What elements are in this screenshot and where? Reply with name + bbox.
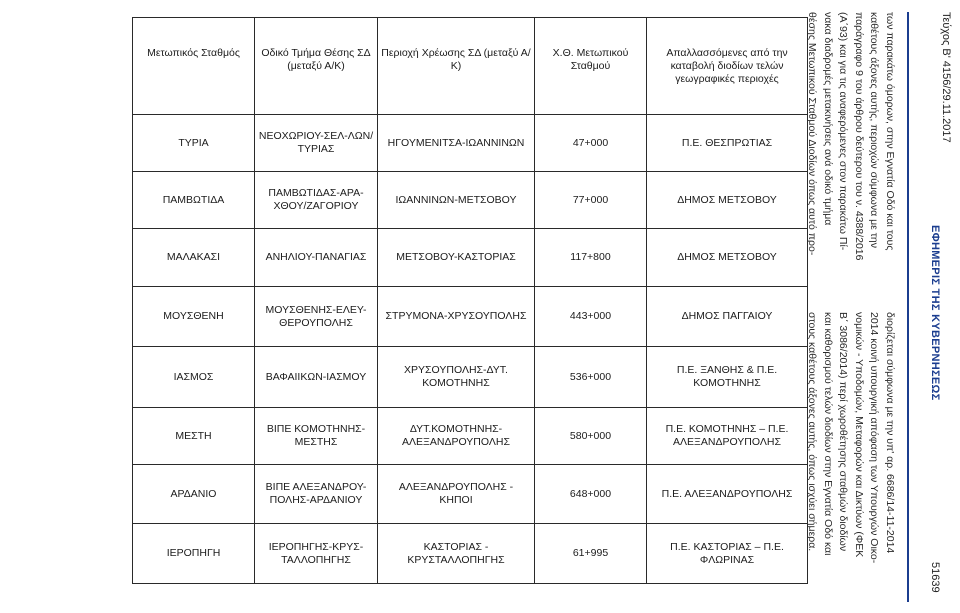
table-row [133, 524, 808, 584]
table-row [133, 229, 808, 287]
body-line: 2014 κοινή υπουργική απόφαση των Υπουργών Οικο- [868, 312, 881, 564]
road-section-cell: ΙΕΡΟΠΗΓΗΣ-ΚΡΥΣ-ΤΑΛΛΟΠΗΓΗΣ [255, 524, 378, 584]
chainage-cell: 580+000 [535, 408, 647, 465]
exempt-area-cell: Π.Ε. ΑΛΕΞΑΝΔΡΟΥΠΟΛΗΣ [647, 465, 808, 524]
charge-area-cell: ΜΕΤΣΟΒΟΥ-ΚΑΣΤΟΡΙΑΣ [378, 229, 535, 287]
issue-label: Τεύχος Β' 4156/29.11.2017 [940, 12, 952, 143]
station-cell: ΤΥΡΙΑ [133, 115, 255, 172]
exempt-area-cell: ΔΗΜΟΣ ΜΕΤΣΟΒΟΥ [647, 229, 808, 287]
road-section-cell: ΝΕΟΧΩΡΙΟΥ-ΣΕΛ-ΛΩΝ/ΤΥΡΙΑΣ [255, 115, 378, 172]
body-line: θέσης Μετωπικού Σταθμού Διοδίων όπως αυτό προ- [806, 12, 819, 256]
header-chainage: Χ.Θ. Μετωπικού Σταθμού [535, 18, 647, 115]
road-section-cell: ΒΙΠΕ ΚΟΜΟΤΗΝΗΣ-ΜΕΣΤΗΣ [255, 408, 378, 465]
road-section-cell: ΜΟΥΣΘΕΝΗΣ-ΕΛΕΥ-ΘΕΡΟΥΠΟΛΗΣ [255, 287, 378, 347]
exempt-area-cell: Π.Ε. ΞΑΝΘΗΣ & Π.Ε. ΚΟΜΟΤΗΝΗΣ [647, 347, 808, 408]
body-line: παράγραφο 9 του άρθρου δεύτερου του ν. 4388/2016 [853, 12, 865, 261]
body-line: των παρακάτω όμορων, στην Εγνατία Οδό και τους [884, 12, 896, 251]
road-section-cell: ΒΙΠΕ ΑΛΕΞΑΝΔΡΟΥ-ΠΟΛΗΣ-ΑΡΔΑΝΙΟΥ [255, 465, 378, 524]
body-line: νακα διαδρομές μετακινήσεις ανά οδικό τμήμα [822, 12, 834, 226]
station-cell: ΜΕΣΤΗ [133, 408, 255, 465]
charge-area-cell: ΙΩΑΝΝΙΝΩΝ-ΜΕΤΣΟΒΟΥ [378, 172, 535, 229]
header-station: Μετωπικός Σταθμός [133, 18, 255, 115]
chainage-cell: 47+000 [535, 115, 647, 172]
body-line: στους καθέτους άξονες αυτής, όπως ισχύει σήμερα. [806, 312, 819, 552]
journal-title: ΕΦΗΜΕΡΙΣ ΤΗΣ ΚΥΒΕΡΝΗΣΕΩΣ [929, 225, 941, 401]
body-line: και καθορισμού τελών διοδίων στην Εγνατία Οδό και [822, 312, 834, 556]
chainage-cell: 61+995 [535, 524, 647, 584]
road-section-cell: ΠΑΜΒΩΤΙΔΑΣ-ΑΡΑ-ΧΘΟΥ/ΖΑΓΟΡΙΟΥ [255, 172, 378, 229]
table-body [133, 115, 808, 584]
table-row [133, 347, 808, 408]
road-section-cell: ΒΑΦΑΙΙΚΩΝ-ΙΑΣΜΟΥ [255, 347, 378, 408]
exempt-area-cell: ΔΗΜΟΣ ΜΕΤΣΟΒΟΥ [647, 172, 808, 229]
charge-area-cell: ΣΤΡΥΜΟΝΑ-ΧΡΥΣΟΥΠΟΛΗΣ [378, 287, 535, 347]
exempt-area-cell: Π.Ε. ΘΕΣΠΡΩΤΙΑΣ [647, 115, 808, 172]
chainage-cell: 648+000 [535, 465, 647, 524]
station-cell: ΜΟΥΣΘΕΝΗ [133, 287, 255, 347]
table-header-row [133, 18, 808, 115]
chainage-cell: 536+000 [535, 347, 647, 408]
station-cell: ΜΑΛΑΚΑΣΙ [133, 229, 255, 287]
body-line: καθέτους άξονες αυτής, περιοχών σύμφωνα με την [868, 12, 881, 248]
chainage-cell: 77+000 [535, 172, 647, 229]
charge-area-cell: ΔΥΤ.ΚΟΜΟΤΗΝΗΣ-ΑΛΕΞΑΝΔΡΟΥΠΟΛΗΣ [378, 408, 535, 465]
body-text-lower [804, 312, 897, 563]
station-cell: ΙΕΡΟΠΗΓΗ [133, 524, 255, 584]
charge-area-cell: ΗΓΟΥΜΕΝΙΤΣΑ-ΙΩΑΝΝΙΝΩΝ [378, 115, 535, 172]
table-row [133, 287, 808, 347]
exempt-area-cell: ΔΗΜΟΣ ΠΑΓΓΑΙΟΥ [647, 287, 808, 347]
exempt-area-cell: Π.Ε. ΚΟΜΟΤΗΝΗΣ – Π.Ε. ΑΛΕΞΑΝΔΡΟΥΠΟΛΗΣ [647, 408, 808, 465]
station-cell: ΑΡΔΑΝΙΟ [133, 465, 255, 524]
table-row [133, 115, 808, 172]
road-section-cell: ΑΝΗΛΙΟΥ-ΠΑΝΑΓΙΑΣ [255, 229, 378, 287]
table-row [133, 465, 808, 524]
station-cell: ΠΑΜΒΩΤΙΔΑ [133, 172, 255, 229]
header-road-section: Οδικό Τμήμα Θέσης ΣΔ (μεταξύ Α/Κ) [255, 18, 378, 115]
header-exempt-areas: Απαλλασσόμενες από την καταβολή διοδίων τελών γεωγραφικές περιοχές [647, 18, 808, 115]
table-row [133, 172, 808, 229]
charge-area-cell: ΑΛΕΞΑΝΔΡΟΥΠΟΛΗΣ - ΚΗΠΟΙ [378, 465, 535, 524]
header-rule [907, 12, 909, 602]
body-line: (Α΄93) και για τις αναφερόμενες στον παρακάτω Πί- [837, 12, 850, 251]
body-line: Β΄ 3086/2014) περί χωροθέτησης σταθμών διοδίων [837, 312, 850, 552]
header-charge-area: Περιοχή Χρέωσης ΣΔ (μεταξύ Α/Κ) [378, 18, 535, 115]
body-line: νομικών - Υποδομών, Μεταφορών και Δικτύων (ΦΕΚ [853, 312, 865, 558]
chainage-cell: 117+800 [535, 229, 647, 287]
chainage-cell: 443+000 [535, 287, 647, 347]
page-number: 51639 [929, 562, 941, 593]
charge-area-cell: ΧΡΥΣΟΥΠΟΛΗΣ-ΔΥΤ. ΚΟΜΟΤΗΝΗΣ [378, 347, 535, 408]
table-row [133, 408, 808, 465]
charge-area-cell: ΚΑΣΤΟΡΙΑΣ - ΚΡΥΣΤΑΛΛΟΠΗΓΗΣ [378, 524, 535, 584]
body-line: διορίζεται σύμφωνα με την υπ' αρ. 6686/14-11-2014 [884, 312, 896, 554]
toll-stations-table [132, 17, 808, 584]
station-cell: ΙΑΣΜΟΣ [133, 347, 255, 408]
exempt-area-cell: Π.Ε. ΚΑΣΤΟΡΙΑΣ – Π.Ε. ΦΛΩΡΙΝΑΣ [647, 524, 808, 584]
body-text-upper [804, 12, 897, 260]
